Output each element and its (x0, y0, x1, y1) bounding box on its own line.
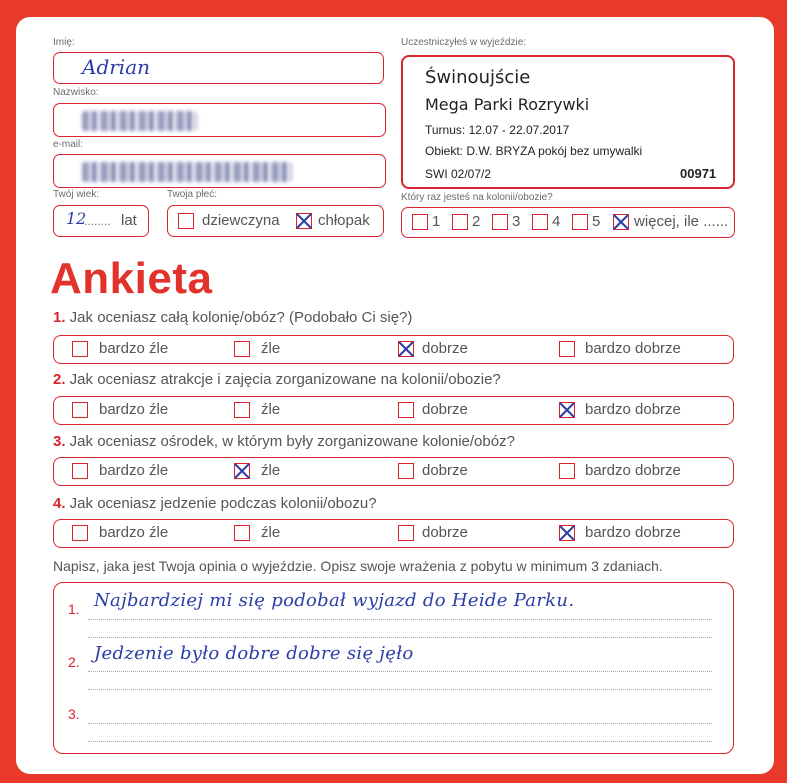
opinion-line-1-text: Najbardziej mi się podobał wyjazd do Heide Parku. (94, 590, 575, 611)
question-3 (53, 433, 515, 450)
raz-5-checkbox[interactable] (572, 214, 588, 230)
opinion-line-2-rule (88, 671, 712, 672)
dziewczyna-label: dziewczyna (202, 212, 280, 229)
q1-zle-checkbox[interactable] (234, 341, 250, 357)
q4-bardzo-zle-checkbox[interactable] (72, 525, 88, 541)
q4-zle-label: źle (261, 524, 281, 541)
answer-row-2 (53, 396, 734, 425)
trip-code: SWI 02/07/2 (425, 167, 492, 181)
q3-dobrze-checkbox[interactable] (398, 463, 414, 479)
question-1 (53, 309, 412, 326)
imie-value: Adrian (82, 55, 151, 79)
opinion-prompt: Napisz, jaka jest Twoja opinia o wyjeździe. Opisz swoje wrażenia z pobytu w minimum 3 zdaniach. (53, 558, 663, 574)
q2-zle-label: źle (261, 401, 281, 418)
opinion-line-1-number: 1. (68, 601, 80, 617)
q1-zle-label: źle (261, 340, 281, 357)
raz-1-checkbox[interactable] (412, 214, 428, 230)
raz-wiecej-label: więcej, ile ...... (634, 213, 729, 230)
raz-1-label: 1 (432, 213, 441, 230)
raz-5-label: 5 (592, 213, 601, 230)
q2-zle-checkbox[interactable] (234, 402, 250, 418)
email-redacted (82, 162, 292, 182)
opinion-line-3b-rule (88, 741, 712, 742)
q4-dobrze-checkbox[interactable] (398, 525, 414, 541)
q2-bardzo-zle-label: bardzo źle (99, 401, 169, 418)
trip-number: 00971 (680, 166, 717, 181)
opinion-line-2b-rule (88, 689, 712, 690)
q4-zle-checkbox[interactable] (234, 525, 250, 541)
chlopak-label: chłopak (318, 212, 370, 229)
q3-zle-label: źle (261, 462, 281, 479)
trip-park: Mega Parki Rozrywki (425, 95, 590, 114)
q1-bardzo-dobrze-label: bardzo dobrze (585, 340, 681, 357)
trip-obiekt: Obiekt: D.W. BRYZA pokój bez umywalki (425, 144, 643, 158)
trip-info-box (401, 55, 735, 189)
q3-bardzo-dobrze-label: bardzo dobrze (585, 462, 681, 479)
q2-bardzo-dobrze-checkbox[interactable] (559, 402, 575, 418)
nazwisko-label: Nazwisko: (53, 87, 99, 98)
imie-field[interactable] (53, 52, 384, 84)
wiek-field[interactable] (53, 205, 149, 237)
plec-label: Twoja płeć: (167, 189, 218, 200)
chlopak-checkbox[interactable] (296, 213, 312, 229)
q1-bardzo-dobrze-checkbox[interactable] (559, 341, 575, 357)
opinion-line-3-number: 3. (68, 706, 80, 722)
uczestnik-label: Uczestniczyłeś w wyjeździe: (401, 37, 527, 48)
wiek-value: 12 (66, 209, 87, 228)
q3-bardzo-zle-checkbox[interactable] (72, 463, 88, 479)
q2-bardzo-dobrze-label: bardzo dobrze (585, 401, 681, 418)
q4-bardzo-dobrze-label: bardzo dobrze (585, 524, 681, 541)
question-2-text: Jak oceniasz atrakcje i zajęcia zorganizowane na kolonii/obozie? (65, 371, 501, 388)
q1-dobrze-label: dobrze (422, 340, 468, 357)
nazwisko-field[interactable] (53, 103, 386, 137)
question-4-text: Jak oceniasz jedzenie podczas kolonii/obozu? (65, 495, 377, 512)
dziewczyna-checkbox[interactable] (178, 213, 194, 229)
plec-field (167, 205, 384, 237)
raz-4-label: 4 (552, 213, 561, 230)
wiek-unit: lat (121, 212, 137, 229)
q3-zle-checkbox[interactable] (234, 463, 250, 479)
q3-dobrze-label: dobrze (422, 462, 468, 479)
opinion-line-1-rule (88, 619, 712, 620)
q3-bardzo-zle-label: bardzo źle (99, 462, 169, 479)
raz-2-checkbox[interactable] (452, 214, 468, 230)
trip-destination: Świnoujście (425, 67, 531, 88)
raz-wiecej-checkbox[interactable] (613, 214, 629, 230)
q4-dobrze-label: dobrze (422, 524, 468, 541)
q2-bardzo-zle-checkbox[interactable] (72, 402, 88, 418)
raz-4-checkbox[interactable] (532, 214, 548, 230)
ktory-raz-field (401, 207, 735, 238)
q2-dobrze-label: dobrze (422, 401, 468, 418)
email-label: e-mail: (53, 139, 84, 150)
question-2-number: 2. (53, 371, 66, 388)
trip-turnus: Turnus: 12.07 - 22.07.2017 (425, 123, 570, 137)
answer-row-4 (53, 519, 734, 548)
answer-row-1 (53, 335, 734, 364)
opinion-line-3-rule (88, 723, 712, 724)
question-3-text: Jak oceniasz ośrodek, w którym były zorganizowane kolonie/obóz? (65, 433, 515, 450)
q1-bardzo-zle-checkbox[interactable] (72, 341, 88, 357)
nazwisko-redacted (82, 111, 197, 131)
raz-3-label: 3 (512, 213, 521, 230)
answer-row-3 (53, 457, 734, 486)
question-2 (53, 371, 501, 388)
q1-dobrze-checkbox[interactable] (398, 341, 414, 357)
question-4 (53, 495, 377, 512)
opinion-box[interactable] (53, 582, 734, 754)
opinion-line-2-text: Jedzenie było dobre dobre się jęło (94, 643, 414, 664)
q4-bardzo-dobrze-checkbox[interactable] (559, 525, 575, 541)
opinion-line-1b-rule (88, 637, 712, 638)
wiek-dots: ........ (84, 214, 111, 228)
question-3-number: 3. (53, 433, 66, 450)
survey-sheet (16, 17, 774, 774)
question-1-number: 1. (53, 309, 66, 326)
question-1-text: Jak oceniasz całą kolonię/obóz? (Podobało Ci się?) (65, 309, 413, 326)
q3-bardzo-dobrze-checkbox[interactable] (559, 463, 575, 479)
email-field[interactable] (53, 154, 386, 188)
survey-title: Ankieta (50, 254, 213, 303)
q1-bardzo-zle-label: bardzo źle (99, 340, 169, 357)
raz-2-label: 2 (472, 213, 481, 230)
q2-dobrze-checkbox[interactable] (398, 402, 414, 418)
opinion-line-2-number: 2. (68, 654, 80, 670)
question-4-number: 4. (53, 495, 66, 512)
ktory-raz-label: Który raz jesteś na kolonii/obozie? (401, 192, 553, 203)
raz-3-checkbox[interactable] (492, 214, 508, 230)
q4-bardzo-zle-label: bardzo źle (99, 524, 169, 541)
wiek-label: Twój wiek: (53, 189, 100, 200)
imie-label: Imię: (53, 37, 75, 48)
